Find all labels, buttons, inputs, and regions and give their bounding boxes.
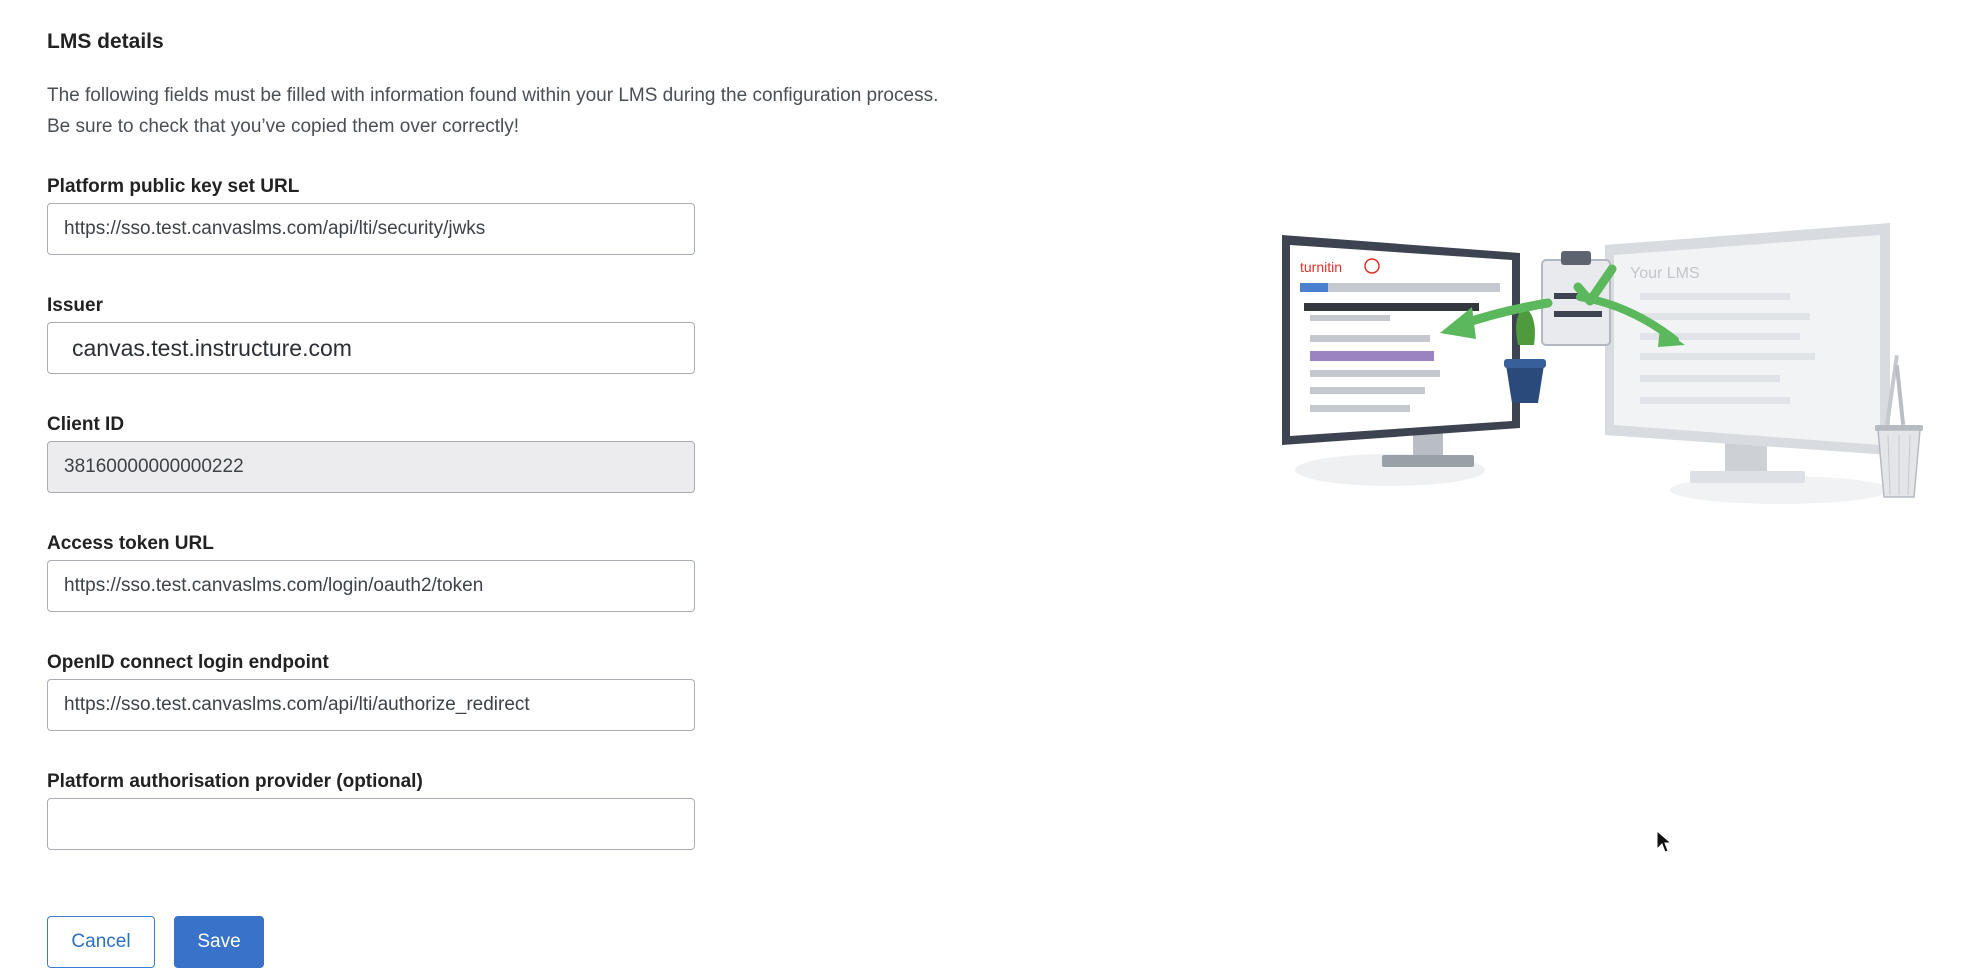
access-token-url-label: Access token URL	[47, 533, 214, 554]
your-lms-monitor	[1605, 223, 1890, 483]
openid-login-endpoint-label: OpenID connect login endpoint	[47, 652, 329, 673]
turnitin-logo-text: turnitin	[1300, 259, 1343, 275]
client-id-label: Client ID	[47, 414, 125, 435]
lms-connection-illustration	[1280, 215, 1930, 565]
openid-login-endpoint-input[interactable]	[47, 679, 695, 731]
platform-key-set-url-input[interactable]	[47, 203, 695, 255]
platform-auth-provider-label: Platform authorisation provider (optional)	[47, 771, 423, 792]
section-title: LMS details	[47, 30, 164, 53]
cancel-button[interactable]: Cancel	[47, 916, 155, 968]
client-id-input[interactable]	[47, 441, 695, 493]
issuer-label: Issuer	[47, 295, 103, 316]
your-lms-label: Your LMS	[1630, 265, 1700, 282]
turnitin-monitor	[1282, 235, 1520, 467]
access-token-url-input[interactable]	[47, 560, 695, 612]
platform-key-set-url-label: Platform public key set URL	[47, 176, 300, 197]
save-button[interactable]: Save	[174, 916, 264, 968]
issuer-input[interactable]	[47, 322, 695, 374]
section-description: The following fields must be filled with information found within your LMS during the configuration process. Be sure to check that you’ve copied them over correctly!	[47, 85, 939, 137]
mouse-cursor-icon	[1656, 830, 1672, 854]
platform-auth-provider-input[interactable]	[47, 798, 695, 850]
